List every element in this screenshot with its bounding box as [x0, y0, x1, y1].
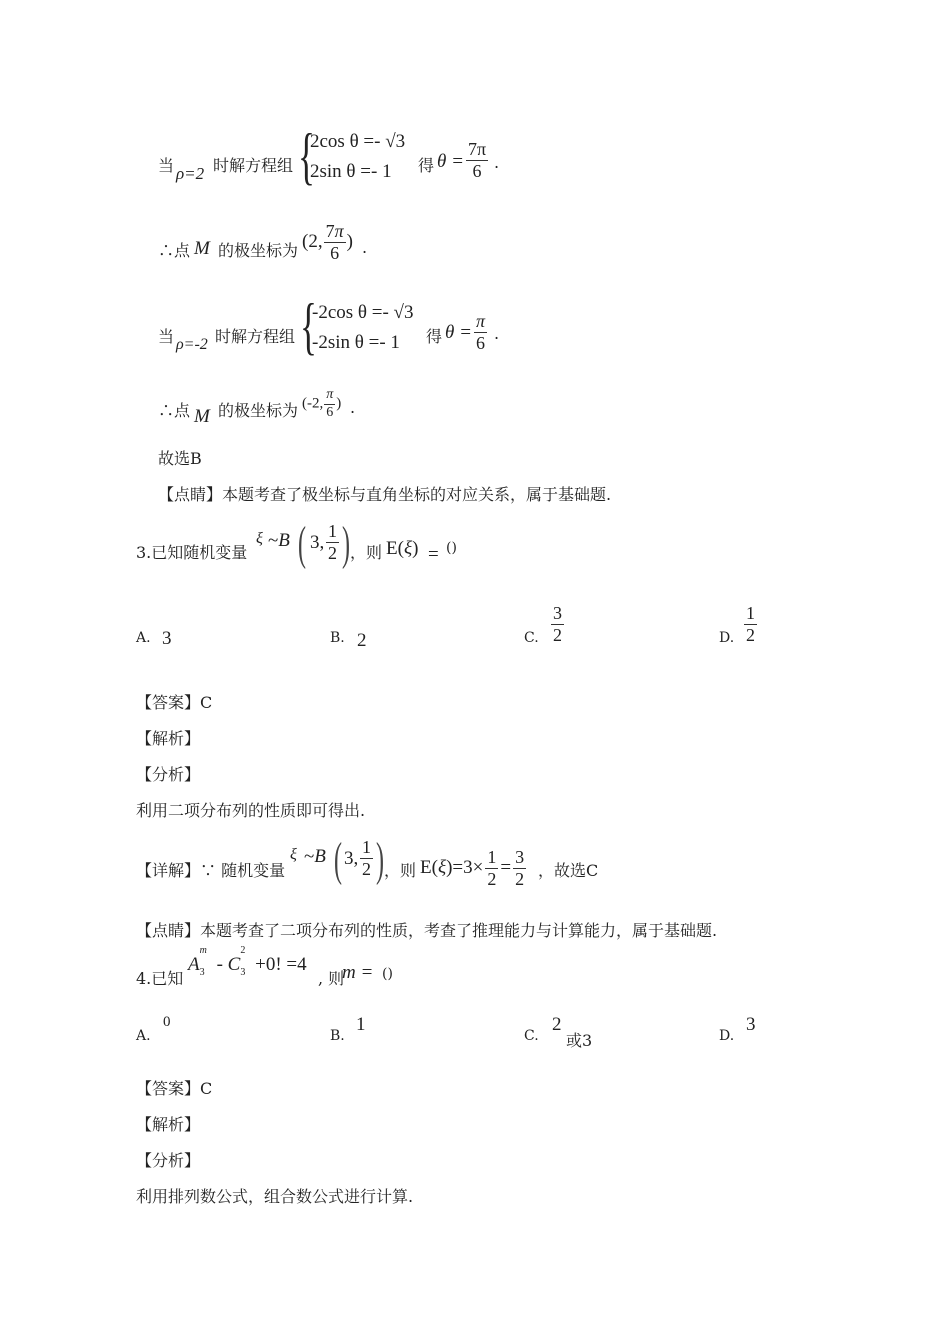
- choice-line: 故选B: [158, 449, 202, 468]
- analysis-heading: 【解析】: [136, 1115, 201, 1134]
- period: .: [350, 398, 356, 417]
- point-m: M: [194, 406, 210, 427]
- get-text: 得: [426, 327, 443, 346]
- fraction-denominator: 6: [476, 332, 486, 353]
- rho-value: ρ=2: [176, 164, 205, 183]
- rho-value: ρ=-2: [176, 336, 208, 353]
- expectation: E(ξ): [386, 538, 419, 559]
- equation-2: -2sin θ =- 1: [312, 332, 400, 353]
- blank-paren: (): [382, 966, 393, 982]
- solve-text: 时解方程组: [213, 156, 294, 175]
- answer-line: 【答案】C: [136, 693, 213, 712]
- option-d-label: D.: [719, 630, 735, 646]
- option-c-label: C.: [524, 630, 539, 646]
- fraction-denominator: 6: [472, 160, 482, 181]
- left-paren: (: [334, 833, 342, 886]
- right-paren: ): [376, 833, 384, 886]
- polar-coordinate: (2, $\frac{7\pi}{6}$ ): [302, 221, 353, 263]
- option-a-label: A.: [136, 1028, 151, 1044]
- right-paren: ): [342, 517, 350, 570]
- option-d-value: 3: [746, 1014, 756, 1035]
- option-a-value: 0: [163, 1014, 171, 1030]
- option-b-value: 1: [356, 1014, 366, 1035]
- option-c-value: 2: [552, 1014, 562, 1035]
- dist-param-p: $\frac{1}{2}$: [362, 837, 371, 879]
- equation-1: 2cos θ =- √3: [310, 131, 406, 152]
- option-d-label: D.: [719, 1028, 735, 1044]
- comment-line: 【点睛】本题考查了二项分布列的性质，考查了推理能力与计算能力，属于基础题.: [136, 921, 718, 940]
- question-stem: 3.已知随机变量: [136, 543, 248, 562]
- fenxi-text: 利用排列数公式，组合数公式进行计算.: [136, 1187, 414, 1206]
- therefore-text: ∴点: [158, 241, 191, 260]
- detail-prefix: 【详解】∵ 随机变量: [136, 861, 286, 880]
- equation-1: -2cos θ =- √3: [312, 302, 414, 323]
- question-stem: 4.已知: [136, 969, 184, 988]
- system-brace: {: [300, 290, 317, 361]
- distribution: ~B: [304, 846, 326, 867]
- analysis-heading: 【解析】: [136, 729, 201, 748]
- xi-symbol: ξ: [256, 530, 263, 547]
- dist-param-n: 3,: [310, 532, 325, 553]
- equation-2: 2sin θ =- 1: [310, 161, 392, 182]
- formula: $A_3^m - C_3^2 +0$! =4: [188, 944, 307, 978]
- when-text: 当: [158, 156, 175, 175]
- solve-text: 时解方程组: [215, 327, 296, 346]
- theta-fraction: [474, 312, 487, 353]
- variable-m: m =: [342, 962, 374, 983]
- polar-text: 的极坐标为: [218, 401, 299, 420]
- theta-fraction: [466, 140, 488, 181]
- system-brace: {: [298, 120, 315, 191]
- fraction-numerator: 7π: [468, 139, 487, 159]
- equals-sign: =: [428, 544, 439, 565]
- fraction-numerator: π: [476, 311, 486, 331]
- polar-coordinate: (-2, $\frac{\pi}{6}$ ): [302, 387, 342, 420]
- xi-symbol: ξ: [290, 846, 297, 863]
- point-m: M: [194, 238, 210, 259]
- distribution: ~B: [268, 530, 290, 551]
- get-text: 得: [418, 156, 435, 175]
- option-b-value: 2: [357, 630, 367, 651]
- expectation-calc: E(ξ)=3× $\frac{1}{2}$ = $\frac{3}{2}$: [420, 847, 525, 889]
- option-a-label: A.: [136, 630, 151, 646]
- left-paren: (: [298, 517, 306, 570]
- then-text: ，则: [384, 861, 417, 880]
- option-c-label: C.: [524, 1028, 539, 1044]
- period: .: [494, 324, 500, 343]
- answer-line: 【答案】C: [136, 1079, 213, 1098]
- blank-paren: (): [446, 540, 457, 556]
- option-a-value: 3: [162, 628, 172, 649]
- dist-param-n: 3,: [344, 848, 359, 869]
- comment-line: 【点睛】本题考查了极坐标与直角坐标的对应关系，属于基础题.: [158, 485, 612, 504]
- fenxi-text: 利用二项分布列的性质即可得出.: [136, 801, 366, 820]
- option-c-value: $\frac{3}{2}$: [553, 603, 562, 645]
- period: .: [362, 238, 368, 257]
- dist-param-p: $\frac{1}{2}$: [328, 521, 337, 563]
- when-text: 当: [158, 327, 175, 346]
- theta-eq: θ =: [445, 322, 472, 343]
- fenxi-heading: 【分析】: [136, 765, 201, 784]
- therefore-text: ∴点: [158, 401, 191, 420]
- polar-text: 的极坐标为: [218, 241, 299, 260]
- option-c-suffix: 或3: [566, 1031, 593, 1050]
- option-b-label: B.: [330, 630, 345, 646]
- then-text: , 则: [318, 969, 345, 988]
- theta-eq: θ =: [437, 151, 464, 172]
- fenxi-heading: 【分析】: [136, 1151, 201, 1170]
- then-text: ，则: [350, 543, 383, 562]
- detail-end: ，故选C: [538, 861, 599, 880]
- option-d-value: $\frac{1}{2}$: [746, 603, 755, 645]
- period: .: [494, 153, 500, 172]
- option-b-label: B.: [330, 1028, 345, 1044]
